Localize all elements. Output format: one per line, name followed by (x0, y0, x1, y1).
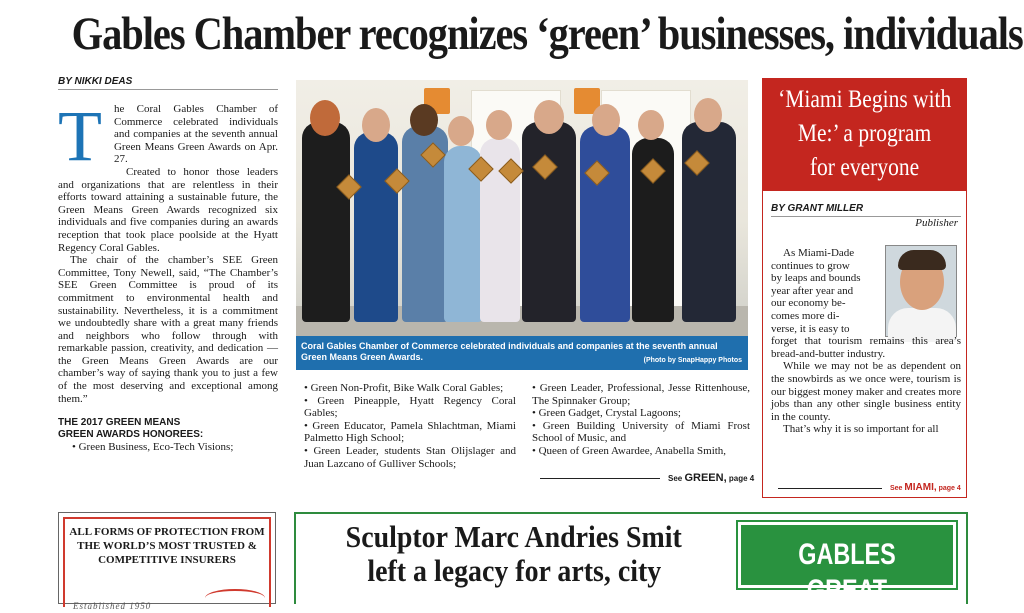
main-article-column (58, 76, 278, 454)
person-figure (682, 122, 736, 322)
ad-text-line: ALL FORMS OF PROTECTION FROM (69, 526, 265, 538)
person-figure (302, 122, 350, 322)
sidebar-text-line: our economy be- (771, 297, 846, 310)
jump-rule (778, 488, 882, 489)
honoree-item: • Green Leader, students Stan Olijslager and Juan Lazcano of Gulliver Schools; (304, 444, 516, 470)
person-head (486, 110, 512, 140)
ad-text-line: COMPETITIVE INSURERS (98, 554, 236, 566)
sidebar-text-line: year after year and (771, 284, 854, 297)
sidebar-column (762, 78, 967, 498)
person-head (410, 104, 438, 136)
person-head (694, 98, 722, 132)
page-headline: Gables Chamber recognizes ‘green’ businesses, individuals (71, 8, 1023, 60)
ad-frame (63, 517, 271, 611)
honorees-heading-line: GREEN AWARDS HONOREES: (58, 429, 204, 441)
sidebar-text-line: continues to grow (771, 259, 850, 272)
ad-established: Established 1950 (73, 601, 152, 611)
sidebar-text-line: As Miami-Dade (783, 247, 855, 259)
sidebar-body (771, 247, 961, 436)
honoree-item: • Green Gadget, Crystal Lagoons; (532, 407, 681, 420)
photo-caption-text: Coral Gables Chamber of Commerce celebrated individuals and companies at the seventh annual Green Means Green Awards. (301, 341, 718, 362)
drop-cap: T (58, 96, 102, 176)
sidebar-text-line: by leaps and bounds (771, 272, 861, 285)
sidebar-text-line: verse, it is easy to (771, 322, 850, 335)
sidebar-title-line: ‘Miami Begins with (777, 86, 952, 113)
sidebar-title-line: for everyone (809, 154, 920, 181)
feature-headline-line: Sculptor Marc Andries Smit (345, 519, 683, 554)
ad-swoosh-icon (205, 589, 265, 607)
ad-text-line: THE WORLD’S MOST TRUSTED & (77, 540, 257, 552)
person-figure (522, 122, 576, 322)
jump-rule (540, 478, 660, 479)
person-figure (354, 132, 398, 322)
honoree-item: • Green Educator, Pamela Shlachtman, Miami Palmetto High School; (304, 419, 516, 445)
award-group-photo (296, 80, 748, 336)
person-figure (580, 126, 630, 322)
person-head (592, 104, 620, 136)
sidebar-byline: BY GRANT MILLER (771, 203, 961, 217)
honoree-item: • Green Leader, Professional, Jesse Rittenhouse, The Spinnaker Group; (532, 382, 750, 407)
feature-headline[interactable] (300, 520, 728, 588)
article-intro: he Coral Gables Chamber of Commerce celebrated individuals and companies at the seventh annual Green Means Green Awards on Apr. 27. (113, 103, 278, 166)
sidebar-paragraph: While we may not be as dependent on the snowbirds as we once were, tourism is our biggest money maker and creates more jobs than any other single business entity in the county. (771, 360, 961, 423)
honoree-item: • Green Building University of Miami Frost School of Music, and (532, 419, 750, 445)
sidebar-title-line: Me:’ a program (797, 120, 932, 147)
honorees-list (304, 382, 516, 470)
article-paragraph: The chair of the chamber’s SEE Green Committee, Tony Newell, said, “The Chamber’s SEE Green Committee is proud of its commitment to environmental health and sustainability. Nevertheless, it is a commitment we undoubtedly share with a great many friends and neighbors who follow through with remarkable passion, creativity, and dedication — the Green Means Green Awards are our chamber’s way of saying thank you to just a few of the most deserving and exceptional among them.” (58, 254, 278, 405)
jump-see: See (668, 474, 683, 483)
jump-page: page 4 (728, 474, 755, 483)
sidebar-author-role: Publisher (915, 217, 958, 229)
jump-page: page 4 (938, 485, 961, 492)
honorees-list (532, 382, 750, 458)
jump-link-green[interactable] (668, 472, 754, 484)
honoree-item: • Green Pineapple, Hyatt Regency Coral Gables; (304, 394, 516, 420)
article-paragraph: Created to honor those leaders and organizations that are relentless in their efforts toward attaining a sustainable future, the Green Means Green Awards recognized six individuals and five companies during an awards reception that took place poolside at the Hyatt Regency Coral Gables. (58, 165, 278, 254)
person-head (448, 116, 474, 146)
person-head (534, 100, 564, 134)
gables-great-badge (738, 522, 956, 607)
article-body (58, 96, 278, 405)
jump-link-miami[interactable] (890, 482, 961, 493)
jump-word: MIAMI, (904, 482, 937, 493)
person-head (362, 108, 390, 142)
feature-headline-line: left a legacy for arts, city (367, 553, 661, 588)
person-head (638, 110, 664, 140)
honorees-heading-line: THE 2017 GREEN MEANS (58, 417, 181, 429)
jump-word: GREEN, (684, 472, 727, 484)
sidebar-paragraph: That’s why it is so important for all (783, 423, 939, 436)
jump-see: See (890, 485, 903, 492)
honoree-item: • Green Business, Eco-Tech Visions; (72, 441, 234, 454)
honoree-item: • Green Non-Profit, Bike Walk Coral Gables; (304, 382, 504, 394)
photo-credit: (Photo by SnapHappy Photos (643, 357, 742, 364)
sidebar-paragraph: forget that tourism remains this area’s bread-and-butter industry. (771, 335, 961, 360)
honorees-heading (58, 417, 278, 441)
photo-caption (296, 336, 748, 370)
person-head (310, 100, 340, 136)
sidebar-text-line: comes more di- (771, 309, 840, 322)
honoree-item: • Queen of Green Awardee, Anabella Smith, (532, 444, 727, 457)
article-byline: BY NIKKI DEAS (58, 76, 278, 90)
insurance-ad[interactable] (58, 512, 276, 611)
gables-great-label: GABLES GREAT (798, 538, 896, 607)
sidebar-title (763, 79, 966, 191)
